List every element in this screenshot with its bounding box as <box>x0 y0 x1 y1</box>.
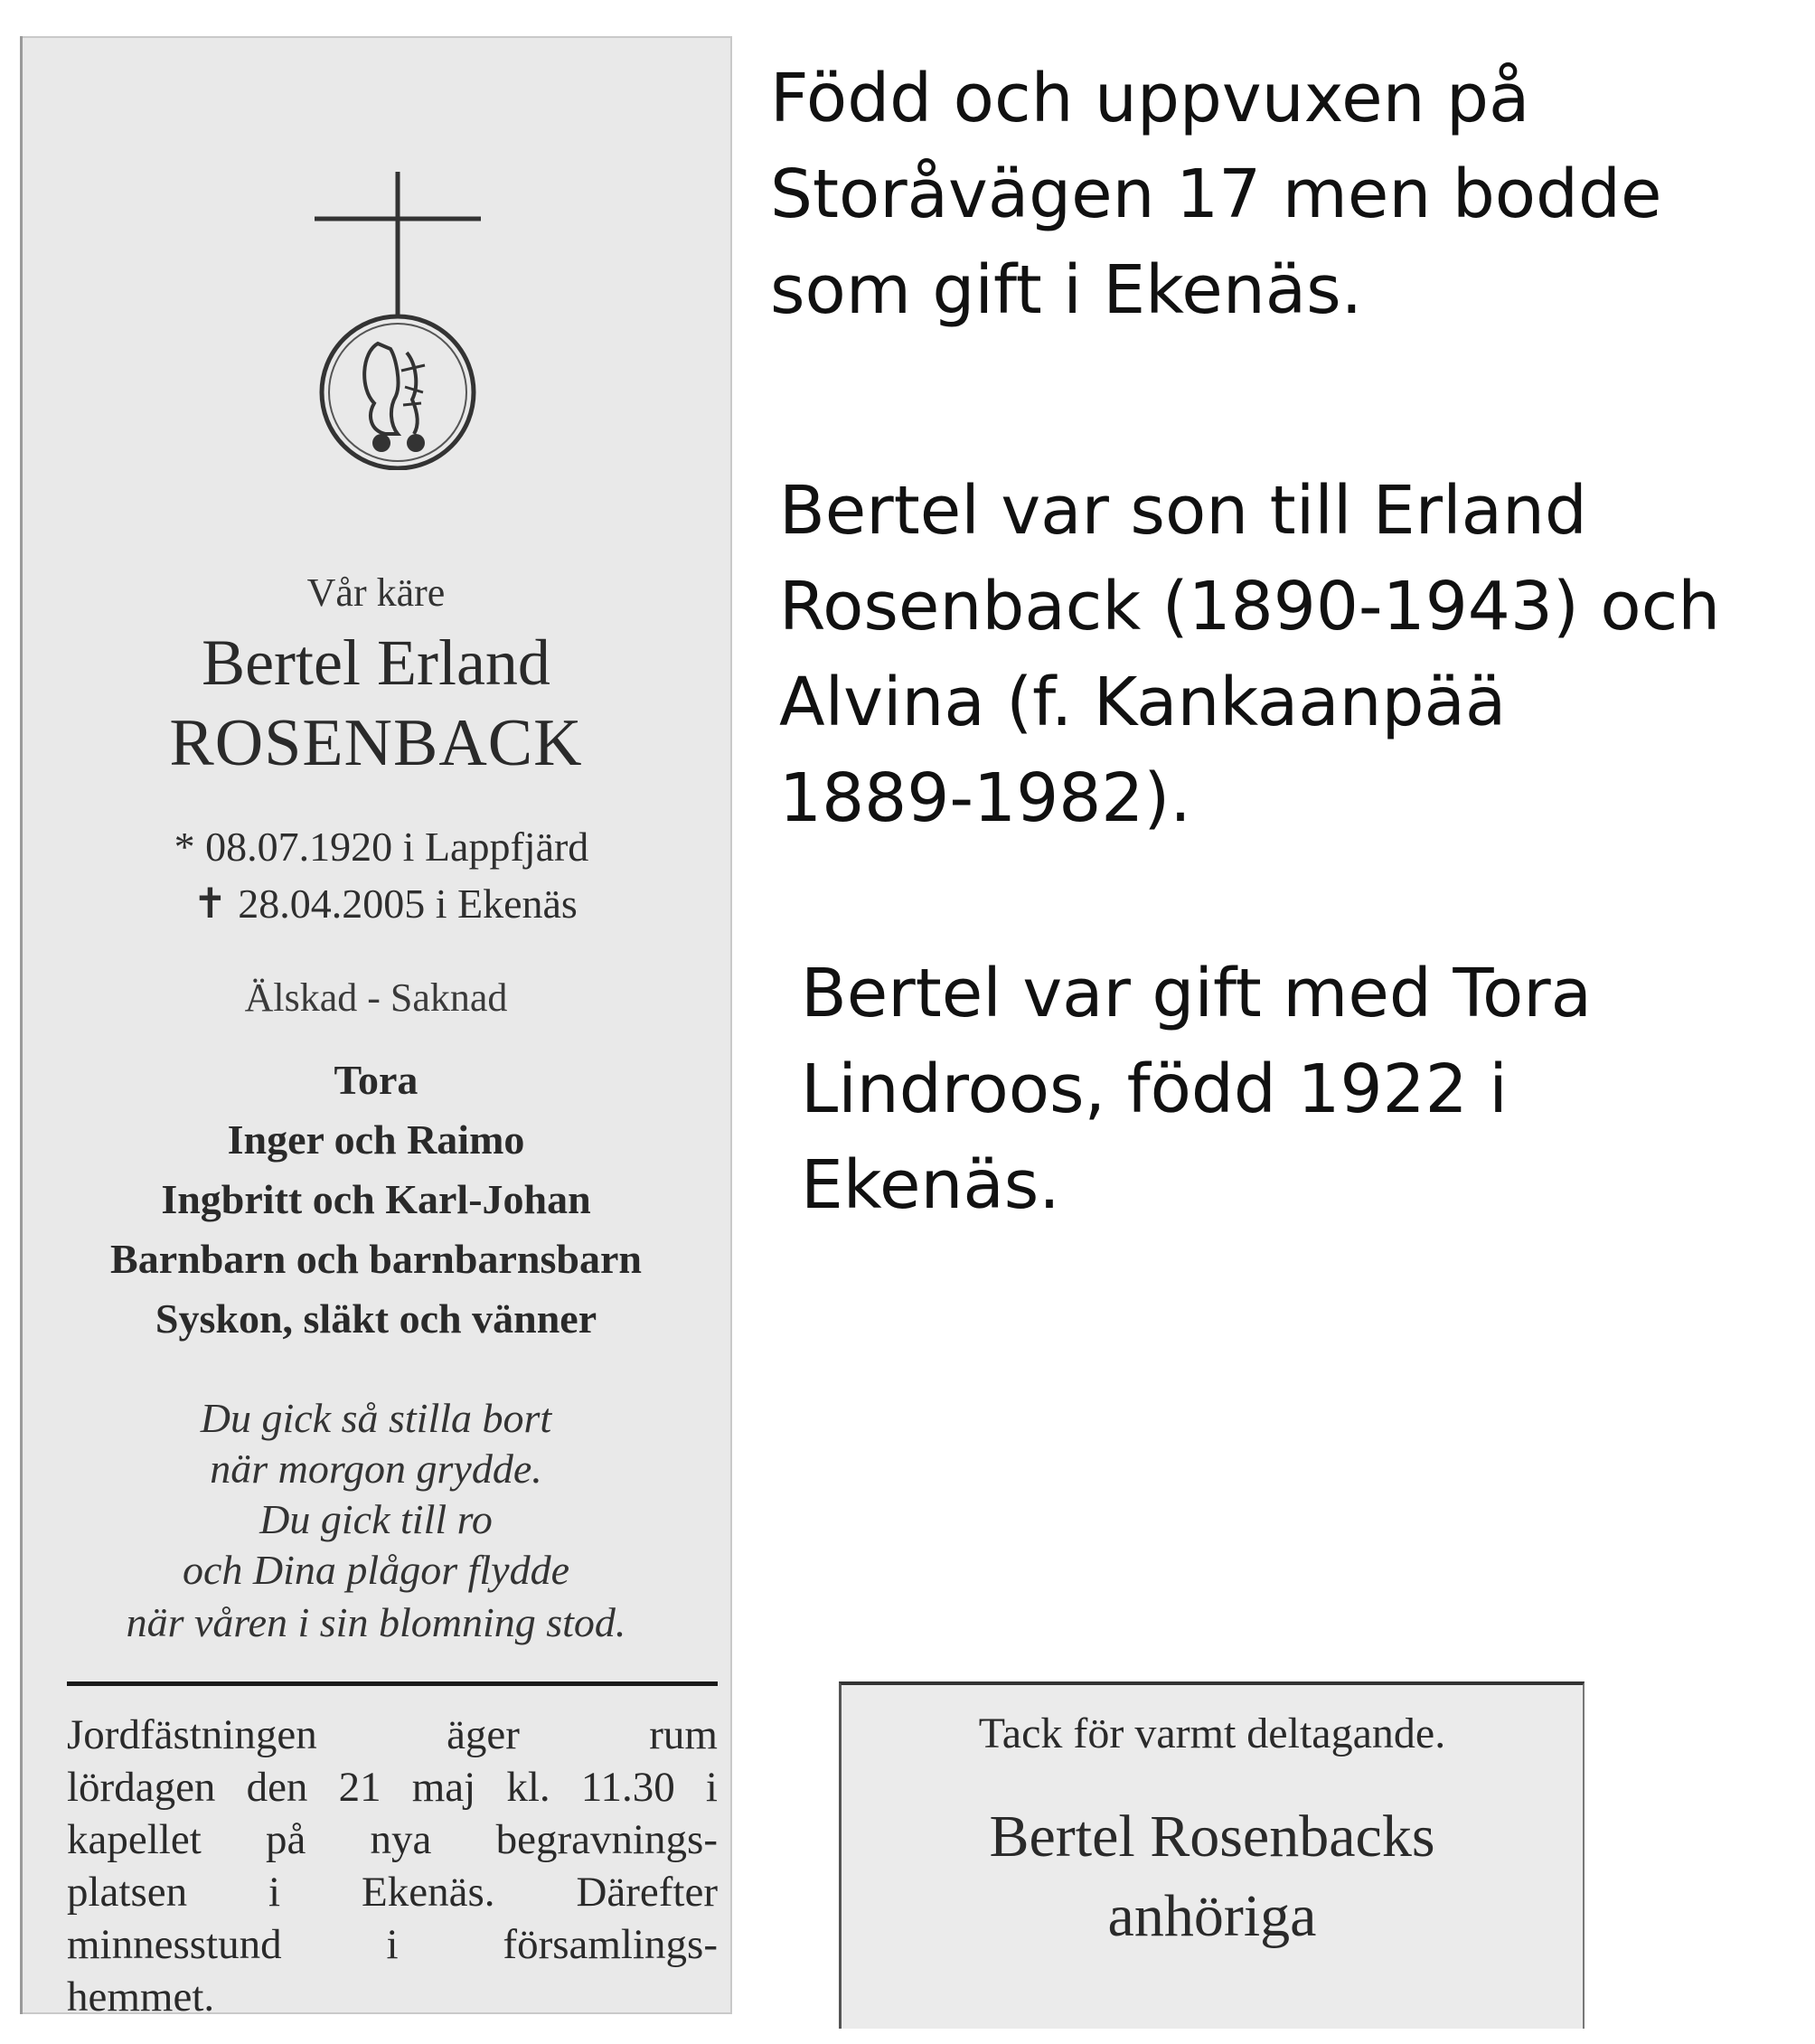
service-line: Jordfästningen äger rum <box>67 1711 718 1758</box>
obituary-clipping <box>20 36 732 2020</box>
thanks-signature-name: Bertel Rosenbacks <box>989 1804 1435 1870</box>
annotation-line: Bertel var son till Erland <box>779 472 1587 550</box>
poem-line: Du gick till ro <box>259 1496 493 1542</box>
mourner-line: Ingbritt och Karl-Johan <box>161 1176 591 1222</box>
poem-line: när morgon grydde. <box>210 1446 542 1492</box>
annotation-line: Rosenback (1890-1943) och <box>779 568 1721 645</box>
annotation-line: Alvina (f. Kankaanpää <box>779 664 1507 741</box>
loved-missed-line: Älskad - Saknad <box>244 975 508 1020</box>
annotation-upbringing <box>770 51 1662 338</box>
mourner-line: Inger och Raimo <box>227 1116 525 1163</box>
poem-line: när våren i sin blomning stod. <box>126 1599 626 1645</box>
mourner-line: Tora <box>334 1057 418 1103</box>
thanks-signature-relatives: anhöriga <box>1107 1883 1317 1949</box>
deceased-surname: ROSENBACK <box>169 706 583 780</box>
service-line: minnesstund i församlings- <box>67 1921 718 1968</box>
annotation-line: Lindroos, född 1922 i <box>801 1050 1508 1128</box>
thanks-clipping <box>839 1681 1585 2029</box>
funeral-service-notice <box>67 1709 718 2023</box>
deceased-first-names: Bertel Erland <box>202 626 550 699</box>
annotation-line: Bertel var gift med Tora <box>801 955 1593 1032</box>
intro-line: Vår käre <box>306 570 446 615</box>
service-line: lördagen den 21 maj kl. 11.30 i <box>67 1764 718 1811</box>
poem-line: Du gick så stilla bort <box>200 1395 552 1441</box>
annotation-line: Ekenäs. <box>801 1146 1060 1224</box>
annotation-line: Storåvägen 17 men bodde <box>770 155 1662 233</box>
birth-date: * 08.07.1920 i Lappfjärd <box>174 824 589 870</box>
service-line: platsen i Ekenäs. Därefter <box>67 1869 718 1916</box>
annotation-spouse <box>801 946 1592 1233</box>
thanks-line: Tack för varmt deltagande. <box>978 1710 1446 1757</box>
clipping-edge <box>20 36 23 2014</box>
poem-line: och Dina plågor flydde <box>183 1547 569 1593</box>
annotation-line: Född och uppvuxen på <box>770 60 1530 137</box>
mourner-line: Syskon, släkt och vänner <box>155 1295 597 1342</box>
mourner-line: Barnbarn och barnbarnsbarn <box>110 1236 642 1282</box>
cross-with-circle-emblem-icon <box>307 172 488 470</box>
service-line: hemmet. <box>67 1973 215 2020</box>
annotation-line: 1889-1982). <box>779 759 1191 837</box>
annotation-parents <box>779 463 1720 846</box>
death-date: ✝ 28.04.2005 i Ekenäs <box>193 881 578 927</box>
service-line: kapellet på nya begravnings- <box>67 1816 718 1863</box>
divider-rule <box>67 1681 718 1686</box>
annotation-line: som gift i Ekenäs. <box>770 251 1363 329</box>
